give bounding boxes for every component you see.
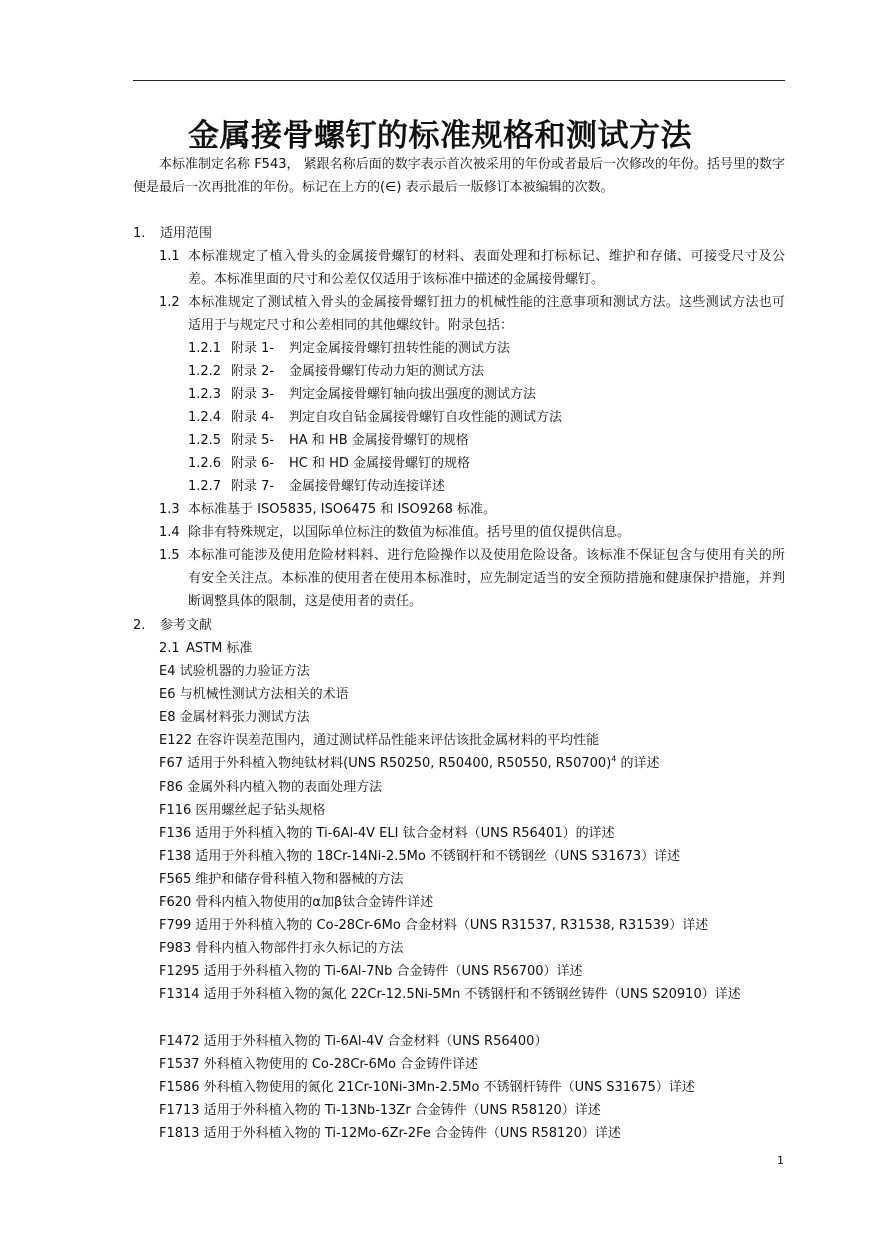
clause-1-5-text: 本标准可能涉及使用危险材料料、进行危险操作以及使用危险设备。该标准不保证包含与使用有关的所有安全关注点。本标准的使用者在使用本标准时，应先制定适当的安全预防措施和健康保护措施，并判断调整具体的限制，这是使用者的责任。: [188, 548, 785, 609]
clause-1-4-number: [159, 521, 188, 544]
clause-1-2-text: 本标准规定了测试植入骨头的金属接骨螺钉扭力的机械性能的注意事项和测试方法。这些测试方法也可适用于与规定尺寸和公差相同的其他螺纹针。附录包括：: [188, 295, 785, 333]
annex-number: 1.2.5: [188, 433, 222, 448]
annex-text: 金属接骨螺钉传动力矩的测试方法: [289, 364, 485, 379]
annex-text: 判定金属接骨螺钉轴向拔出强度的测试方法: [289, 387, 537, 402]
annex-item: [188, 337, 510, 360]
clause-number: 1.5: [159, 548, 180, 563]
annex-item: [188, 429, 469, 452]
reference-text-tail: 的详述: [616, 756, 660, 772]
reference-item: F799 适用于外科植入物的 Co-28Cr-6Mo 合金材料（UNS R31537, R31538, R31539）详述: [159, 918, 709, 934]
annex-label: 附录 1-: [231, 341, 275, 356]
reference-item: E8 金属材料张力测试方法: [159, 710, 310, 726]
reference-item: E4 试验机器的力验证方法: [159, 664, 310, 679]
annex-item: [188, 383, 536, 406]
reference-item: F565 维护和储存骨科植入物和器械的方法: [159, 871, 404, 887]
reference-item: F1813 适用于外科植入物的 Ti-12Mo-6Zr-2Fe 合金铸件（UNS R58120）详述: [159, 1126, 621, 1141]
annex-item: [188, 452, 470, 475]
section-2-heading: [133, 614, 212, 637]
reference-item: E122 在容许误差范围内，通过测试样品性能来评估该批金属材料的平均性能: [159, 733, 600, 749]
annex-text: 判定金属接骨螺钉扭转性能的测试方法: [289, 341, 511, 356]
clause-number: 1.1: [159, 249, 180, 264]
annex-label: 附录 5-: [231, 433, 275, 448]
section-title: 参考文献: [160, 618, 213, 633]
reference-item: F1586 外科植入物使用的氮化 21Cr-10Ni-3Mn-2.5Mo 不锈钢杆铸件（UNS S31675）详述: [159, 1079, 695, 1095]
reference-item: F1472 适用于外科植入物的 Ti-6Al-4V 合金材料（UNS R56400）: [159, 1033, 548, 1049]
section-number: 2.: [133, 618, 146, 633]
header-rule: [133, 80, 785, 81]
clause-1-4-text: 除非有特殊规定，以国际单位标注的数值为标准值。括号里的值仅提供信息。: [188, 525, 631, 540]
annex-text: HC 和 HD 金属接骨螺钉的规格: [289, 456, 471, 471]
annex-text: 判定自攻自钻金属接骨螺钉自攻性能的测试方法: [289, 410, 563, 425]
annex-label: 附录 6-: [231, 456, 275, 471]
section-number: 1.: [133, 226, 146, 241]
annex-number: 1.2.4: [188, 410, 222, 425]
annex-text: HA 和 HB 金属接骨螺钉的规格: [289, 433, 469, 448]
annex-label: 附录 4-: [231, 410, 275, 425]
clause-1-1-number: [159, 245, 188, 268]
clause-number: 2.1: [159, 641, 180, 656]
reference-item: F1314 适用于外科植入物的氮化 22Cr-12.5Ni-5Mn 不锈钢杆和不锈钢丝铸件（UNS S20910）详述: [159, 987, 741, 1003]
annex-number: 1.2.7: [188, 479, 222, 494]
clause-1-2-number: [159, 291, 188, 314]
annex-item: [188, 406, 562, 429]
clause-text: ASTM 标准: [186, 641, 253, 656]
reference-text: F67 适用于外科植入物纯钛材料(UNS R50250, R50400, R50550, R50700): [159, 756, 612, 772]
clause-number: 1.3: [159, 502, 180, 517]
reference-item: [159, 752, 660, 775]
footnote-marker: 4: [611, 755, 617, 765]
annex-text: 金属接骨螺钉传动连接详述: [289, 479, 446, 494]
annex-label: 附录 7-: [231, 479, 275, 494]
reference-item: F1295 适用于外科植入物的 Ti-6Al-7Nb 合金铸件（UNS R56700）详述: [159, 964, 583, 980]
annex-item: [188, 475, 445, 498]
section-1-heading: [133, 222, 212, 245]
page-number: 1: [777, 1154, 784, 1167]
reference-item: F136 适用于外科植入物的 Ti-6Al-4V ELI 钛合金材料（UNS R56401）的详述: [159, 825, 615, 841]
reference-item: F138 适用于外科植入物的 18Cr-14Ni-2.5Mo 不锈钢杆和不锈钢丝（UNS S31673）详述: [159, 848, 681, 864]
annex-label: 附录 2-: [231, 364, 275, 379]
annex-number: 1.2.1: [188, 341, 222, 356]
clause-1-3-text: 本标准基于 ISO5835, ISO6475 和 ISO9268 标准。: [188, 502, 497, 517]
reference-item: F1537 外科植入物使用的 Co-28Cr-6Mo 合金铸件详述: [159, 1056, 479, 1072]
reference-item: F1713 适用于外科植入物的 Ti-13Nb-13Zr 合金铸件（UNS R58120）详述: [159, 1102, 601, 1118]
clause-number: 1.2: [159, 295, 180, 310]
reference-item: F620 骨科内植入物使用的α加β钛合金铸件详述: [159, 895, 434, 910]
reference-item: E6 与机械性测试方法相关的术语: [159, 687, 349, 703]
document-title: 金属接骨螺钉的标准规格和测试方法: [188, 118, 692, 154]
clause-1-5-number: [159, 544, 188, 567]
reference-item: F983 骨科内植入物部件打永久标记的方法: [159, 941, 404, 957]
annex-number: 1.2.3: [188, 387, 222, 402]
clause-2-1: [159, 637, 252, 660]
reference-item: F116 医用螺丝起子钻头规格: [159, 802, 326, 818]
intro-paragraph: 本标准制定名称 F543， 紧跟名称后面的数字表示首次被采用的年份或者最后一次修改的年份。括号里的数字便是最后一次再批准的年份。标记在上方的(∈) 表示最后一版修订本被编辑的次数。: [133, 157, 785, 195]
annex-label: 附录 3-: [231, 387, 275, 402]
clause-1-1-text: 本标准规定了植入骨头的金属接骨螺钉的材料、表面处理和打标标记、维护和存储、可接受尺寸及公差。本标准里面的尺寸和公差仅仅适用于该标准中描述的金属接骨螺钉。: [188, 249, 785, 287]
clause-number: 1.4: [159, 525, 180, 540]
reference-item: F86 金属外科内植入物的表面处理方法: [159, 779, 383, 795]
clause-1-3-number: [159, 498, 188, 521]
section-title: 适用范围: [160, 226, 213, 241]
annex-number: 1.2.2: [188, 364, 222, 379]
annex-number: 1.2.6: [188, 456, 222, 471]
annex-item: [188, 360, 484, 383]
